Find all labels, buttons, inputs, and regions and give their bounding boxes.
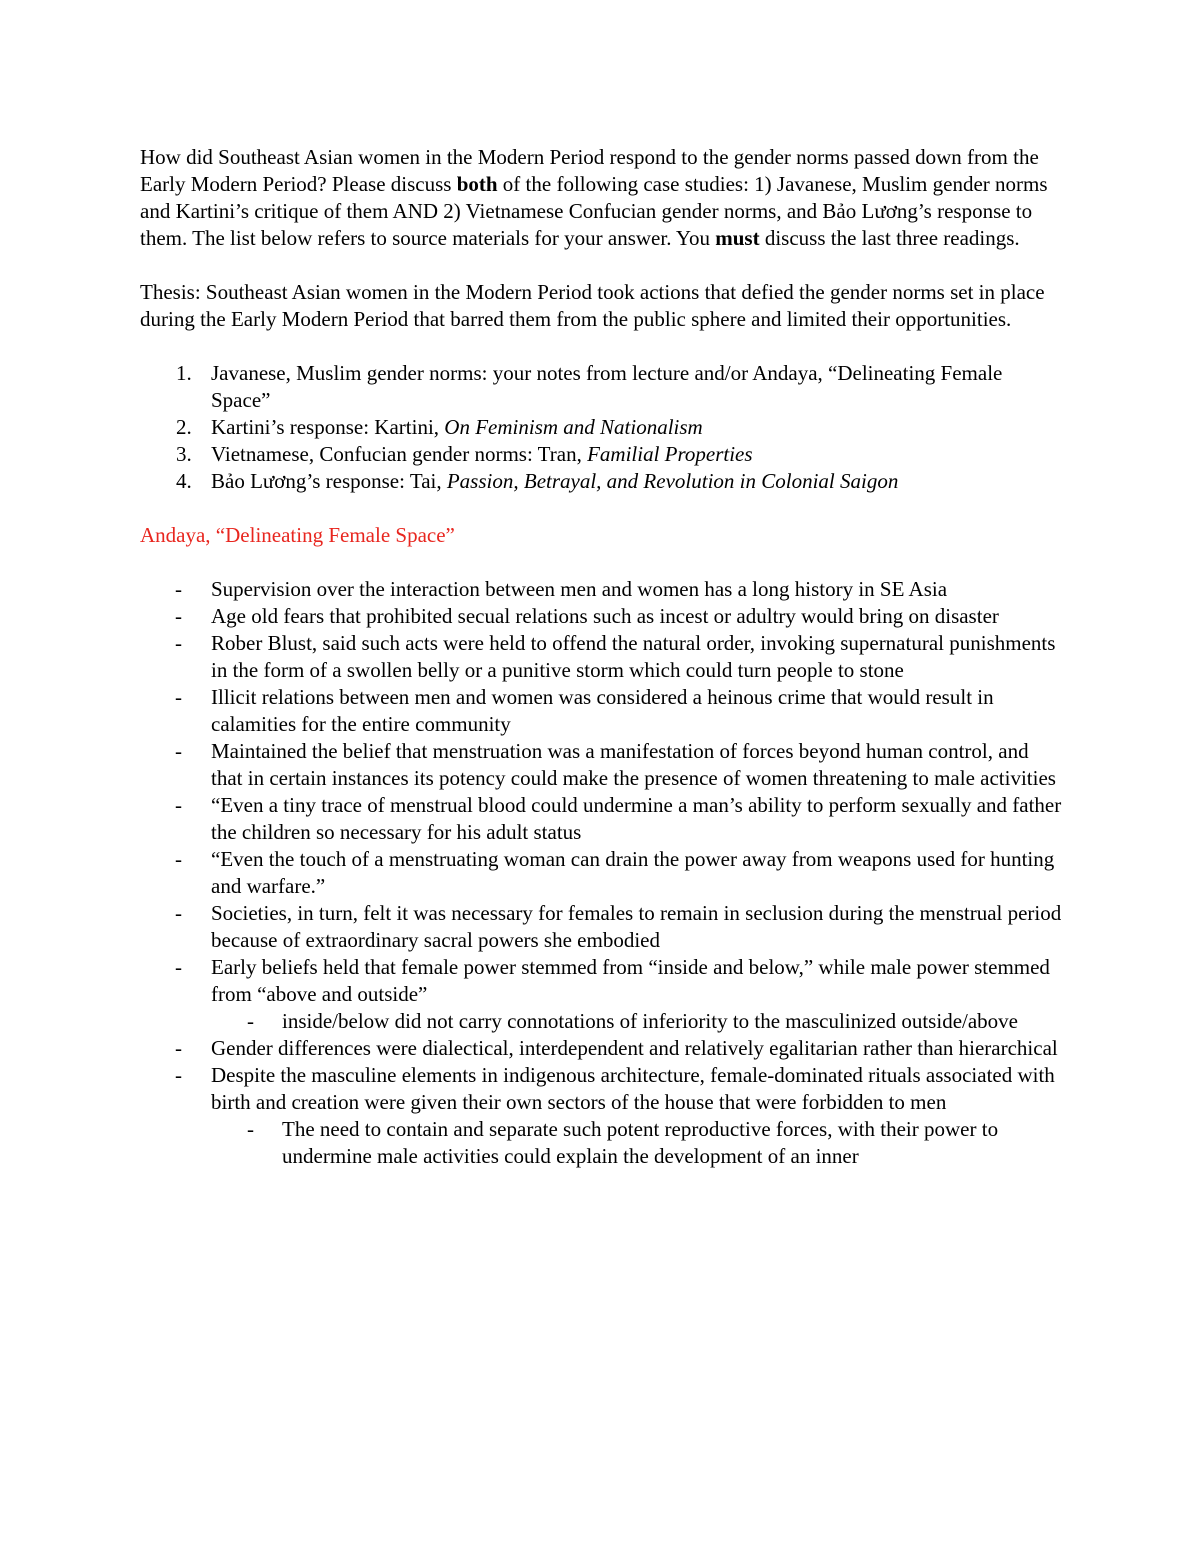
sub-notes-list — [211, 1116, 1065, 1170]
notes-list — [140, 576, 1065, 1170]
source-item: 2. Kartini’s response: Kartini, On Feminism and Nationalism — [176, 415, 703, 439]
note-item: - Illicit relations between men and women was considered a heinous crime that would result in calamities for the entire community — [175, 685, 994, 736]
bold-both: both — [456, 172, 498, 196]
note-item: - Age old fears that prohibited secual relations such as incest or adultry would bring on disaster — [175, 604, 999, 628]
thesis-paragraph: Thesis: Southeast Asian women in the Modern Period took actions that defied the gender norms set in place during the Early Modern Period that barred them from the public sphere and limited their opportunities. — [140, 280, 1045, 331]
bold-must: must — [715, 226, 760, 250]
note-item: - “Even the touch of a menstruating woman can drain the power away from weapons used for hunting and warfare.” — [175, 847, 1055, 898]
document-body — [140, 144, 1065, 1170]
note-item: - Gender differences were dialectical, interdependent and relatively egalitarian rather than hierarchical — [175, 1036, 1058, 1060]
note-item: - “Even a tiny trace of menstrual blood could undermine a man’s ability to perform sexually and father the children so necessary for his adult status — [175, 793, 1062, 844]
sub-note-item: - The need to contain and separate such potent reproductive forces, with their power to undermine male activities could explain the development of an inner — [247, 1117, 999, 1168]
note-item: - Despite the masculine elements in indigenous architecture, female-dominated rituals associated with birth and creation were given their own sectors of the house that were forbidden to men - The need to contain and separate such potent reproductive forces, with their power to undermine male activities could explain the development of an inner — [140, 1062, 1065, 1170]
note-item: - Rober Blust, said such acts were held to offend the natural order, invoking supernatural punishments in the form of a swollen belly or a punitive storm which could turn people to stone — [175, 631, 1056, 682]
source-item: 3. Vietnamese, Confucian gender norms: Tran, Familial Properties — [176, 442, 753, 466]
note-item: - Supervision over the interaction between men and women has a long history in SE Asia — [175, 577, 948, 601]
section-heading: Andaya, “Delineating Female Space” — [140, 523, 455, 547]
note-item: - Early beliefs held that female power stemmed from “inside and below,” while male power stemmed from “above and outside” - inside/below did not carry connotations of inferiority to the masculinized outside/above — [140, 954, 1065, 1035]
source-item: 4. Bảo Lương’s response: Tai, Passion, Betrayal, and Revolution in Colonial Saigon — [176, 469, 899, 493]
note-item: - Societies, in turn, felt it was necessary for females to remain in seclusion during the menstrual period because of extraordinary sacral powers she embodied — [175, 901, 1062, 952]
sub-note-item: - inside/below did not carry connotations of inferiority to the masculinized outside/above — [247, 1009, 1018, 1033]
source-item: 1. Javanese, Muslim gender norms: your notes from lecture and/or Andaya, “Delineating Female Space” — [176, 361, 1003, 412]
sub-notes-list — [211, 1008, 1065, 1035]
source-list — [140, 360, 1065, 495]
prompt-paragraph: How did Southeast Asian women in the Modern Period respond to the gender norms passed down from the Early Modern Period? Please discuss both of the following case studies: 1) Javanese, Muslim gender norms and Kartini’s critique of them AND 2) Vietnamese Confucian gender norms, and Bảo Lương’s response to them. The list below refers to source materials for your answer. You must discuss the last three readings. — [140, 145, 1048, 250]
note-item: - Maintained the belief that menstruation was a manifestation of forces beyond human control, and that in certain instances its potency could make the presence of women threatening to male activities — [175, 739, 1056, 790]
